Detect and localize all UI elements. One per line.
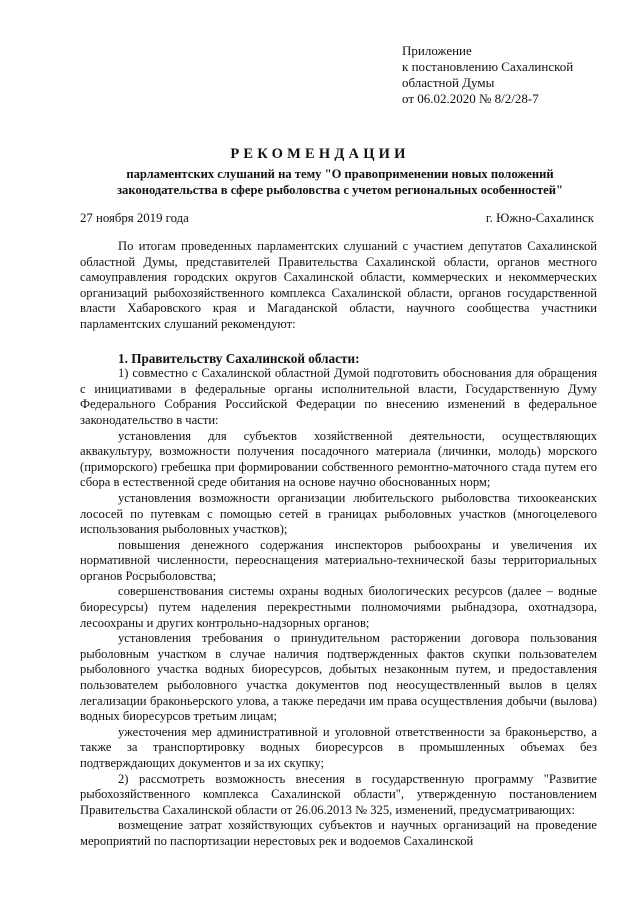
document-city: г. Южно-Сахалинск bbox=[485, 211, 594, 225]
appendix-line: к постановлению Сахалинской bbox=[402, 59, 574, 74]
body-paragraph: совершенствования системы охраны водных биологических ресурсов (далее – водные биоресурсы) путем наделения перекрестными полномочиями рыбнадзора, охотнадзора, лесоохраны и других контрольно-надзорных органов; bbox=[80, 584, 597, 630]
intro-paragraph: По итогам проведенных парламентских слушаний с участием депутатов Сахалинской областной Думы, представителей Правительства Сахалинской области, органов местного самоуправления городских округов Сахалинской области, коммерческих и некоммерческих организаций рыбохозяйственного комплекса Сахалинской области, органов государственной власти Хабаровского края и Магаданской области, научного сообщества участники парламентских слушаний рекомендуют: bbox=[80, 239, 597, 331]
body-paragraph: возмещение затрат хозяйствующих субъектов и научных организаций на проведение мероприятий по паспортизации нерестовых рек и водоемов Сахалинской bbox=[80, 818, 597, 848]
document-subtitle bbox=[80, 166, 600, 198]
body-paragraph: 1) совместно с Сахалинской областной Думой подготовить обоснования для обращения с инициативами в федеральные органы исполнительной власти, Государственную Думу Федерального Собрания Российской Федерации по внесению изменений в федеральное законодательство в части: bbox=[80, 366, 597, 427]
body-paragraph: ужесточения мер административной и уголовной ответственности за браконьерство, а также за транспортировку водных биоресурсов в промышленных объемах без подтверждающих документов и за их скупку; bbox=[80, 724, 597, 770]
subtitle-line: парламентских слушаний на тему "О правоприменении новых положений bbox=[126, 167, 554, 181]
document-date: 27 ноября 2019 года bbox=[80, 211, 189, 225]
body-paragraph: установления возможности организации любительского рыболовства тихоокеанских лососей по путевкам с помощью сетей в границах рыболовных участков (многоцелевого использования рыболовных участков); bbox=[80, 490, 597, 537]
body-paragraph: установления требования о принудительном расторжении договора пользования рыболовным участком в случае наличия подтвержденных фактов скупки пользователем рыболовного участка водных биоресурсов, добытых незаконным путем, и предоставления пользователем рыболовного участка документов под неосуществленный вылов в целях легализации браконьерского улова, а также передачи им права осуществления добычи (вылова) водных биоресурсов третьим лицам; bbox=[80, 631, 597, 724]
date-place-line bbox=[80, 211, 594, 226]
body-paragraph: 2) рассмотреть возможность внесения в государственную программу "Развитие рыбохозяйственного комплекса Сахалинской области", утвержденную постановлением Правительства Сахалинской области от 26.06.2013 № 325, изменений, предусматривающих: bbox=[80, 771, 597, 817]
body-paragraph: повышения денежного содержания инспекторов рыбоохраны и увеличения их нормативной численности, переоснащения материально-технической базы территориальных органов Росрыболовства; bbox=[80, 537, 597, 583]
section-heading: 1. Правительству Сахалинской области: bbox=[118, 350, 360, 366]
document-title: РЕКОМЕНДАЦИИ bbox=[230, 146, 410, 162]
appendix-line: областной Думы bbox=[402, 75, 495, 90]
document-body bbox=[80, 239, 597, 850]
appendix-line: от 06.02.2020 № 8/2/28-7 bbox=[402, 91, 539, 106]
subtitle-line: законодательства в сфере рыболовства с учетом региональных особенностей" bbox=[117, 183, 563, 197]
body-paragraph: установления для субъектов хозяйственной деятельности, осуществляющих аквакультуру, возможности получения посадочного материала (личинки, молодь) морского (приморского) гребешка при формировании собственного ремонтно-маточного стада путем его сбора в естественной среде обитания на основе научно обоснованных норм; bbox=[80, 428, 597, 490]
appendix-line: Приложение bbox=[402, 43, 472, 58]
appendix-block bbox=[402, 43, 573, 107]
